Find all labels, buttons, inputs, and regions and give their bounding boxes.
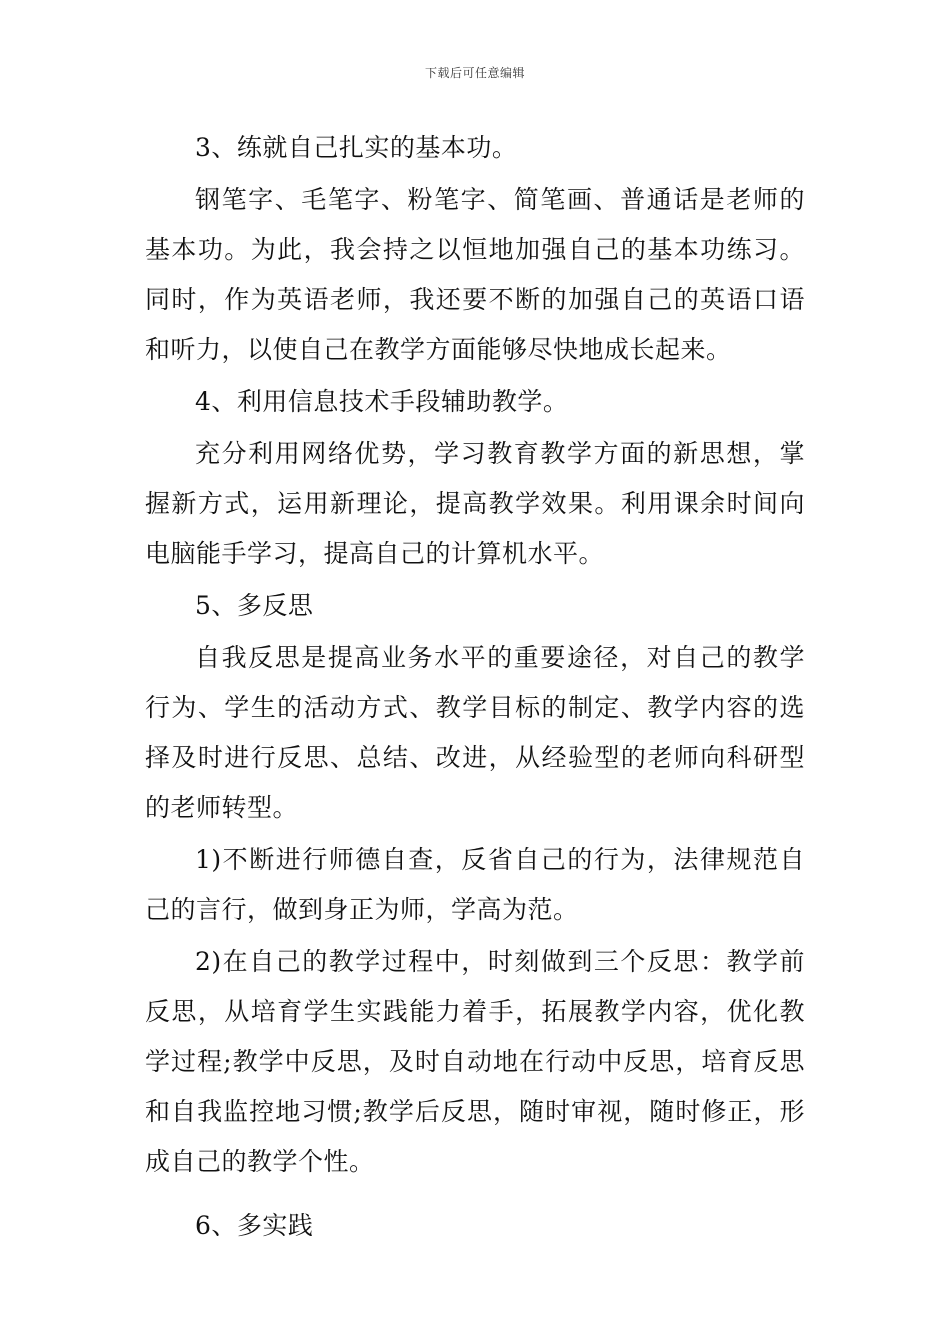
paragraph-basic-skills: 钢笔字、毛笔字、粉笔字、简笔画、普通话是老师的基本功。为此，我会持之以恒地加强自己的基本功练习。同时，作为英语老师，我还要不断的加强自己的英语口语和听力，以使自己在教学方面能够尽快地成长起来。 bbox=[145, 185, 805, 364]
page-header: 下载后可任意编辑 bbox=[424, 66, 525, 80]
paragraph-reflection: 自我反思是提高业务水平的重要途径，对自己的教学行为、学生的活动方式、教学目标的制定、教学内容的选择及时进行反思、总结、改进，从经验型的老师向科研型的老师转型。 bbox=[145, 643, 805, 822]
list-item-self-check: 1)不断进行师德自查，反省自己的行为，法律规范自己的言行，做到身正为师，学高为范。 bbox=[145, 845, 805, 924]
section-heading-practice: 6、多实践 bbox=[195, 1211, 314, 1240]
paragraph-it-teaching: 充分利用网络优势，学习教育教学方面的新思想，掌握新方式，运用新理论，提高教学效果。利用课余时间向电脑能手学习，提高自己的计算机水平。 bbox=[145, 439, 805, 568]
section-heading-basic-skills: 3、练就自己扎实的基本功。 bbox=[195, 133, 518, 162]
list-item-three-reflections: 2)在自己的教学过程中，时刻做到三个反思：教学前反思，从培育学生实践能力着手，拓展教学内容，优化教学过程;教学中反思，及时自动地在行动中反思，培育反思和自我监控地习惯;教学后反思，随时审视，随时修正，形成自己的教学个性。 bbox=[145, 947, 805, 1176]
document-body bbox=[145, 123, 805, 1253]
section-heading-reflection: 5、多反思 bbox=[195, 591, 314, 620]
section-heading-it-teaching: 4、利用信息技术手段辅助教学。 bbox=[195, 387, 569, 416]
